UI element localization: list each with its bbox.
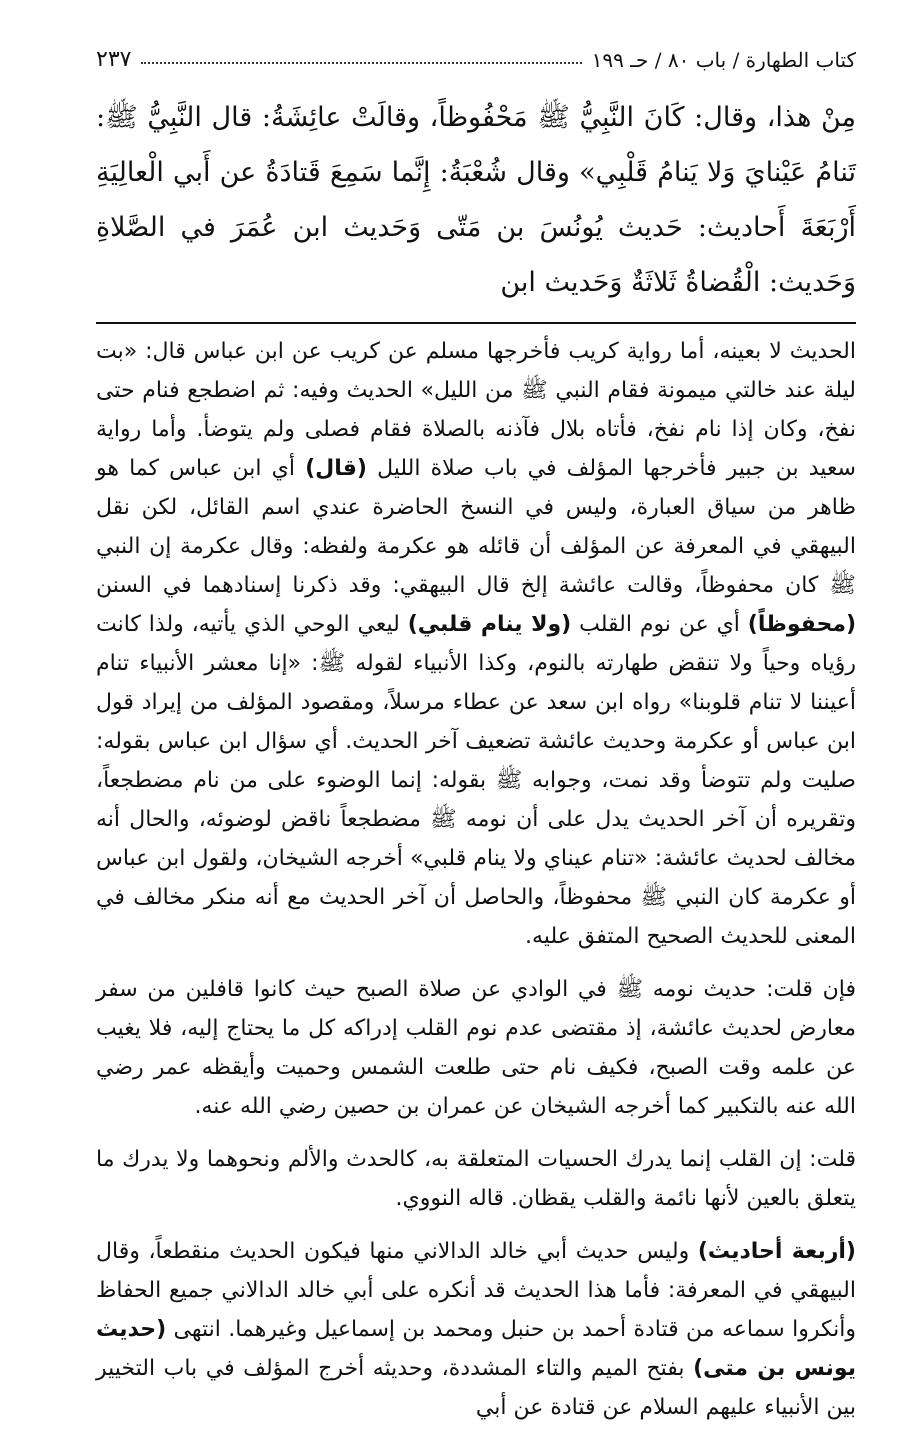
lemma: (محفوظاً): [747, 612, 856, 637]
running-title: كتاب الطهارة / باب ٨٠ / حـ ١٩٩: [591, 48, 856, 72]
commentary-text: بفتح الميم والتاء المشددة، وحديثه أخرج المؤلف في باب التخيير بين الأنبياء عليهم السلام عن قتادة عن أبي: [96, 1356, 856, 1420]
lemma: (ولا ينام قلبي): [407, 612, 572, 637]
section-divider: [96, 322, 856, 324]
commentary-text: أي ابن عباس كما هو ظاهر من سياق العبارة، وليس في النسخ الحاضرة عندي اسم القائل، لكن نقل البيهقي في المعرفة عن المؤلف أن قائله هو عكرمة ولفظه: وقال عكرمة إن النبي ﷺ كان محفوظاً، وقالت عائشة إلخ قال البيهقي: وقد ذكرنا إسنادهما في السنن: [96, 456, 856, 598]
commentary-paragraph-2: فإن قلت: حديث نومه ﷺ في الوادي عن صلاة الصبح حيث كانوا قافلين من سفر معارض لحديث عائشة، إذ مقتضى عدم نوم القلب إدراكه كل ما يحتاج إليه، فلا يغيب عن علمه وقت الصبح، فكيف نام حتى طلعت الشمس وحميت وأيقظه عمر رضي الله عنه بالتكبير كما أخرجه الشيخان عن عمران بن حصين رضي الله عنه.: [96, 977, 856, 1119]
commentary-text: وليس حديث أبي خالد الدالاني منها فيكون الحديث منقطعاً، وقال البيهقي في المعرفة: فأما هذا الحديث قد أنكره على أبي خالد الدالاني جميع الحفاظ وأنكروا سماعه من قتادة أحمد بن حنبل ومحمد بن إسماعيل وغيرهما. انتهى: [96, 1239, 856, 1342]
page-number: ٢٣٧: [96, 47, 132, 72]
dotted-leader: [141, 62, 581, 64]
lemma: (أربعة أحاديث): [697, 1239, 856, 1264]
commentary-text: أي عن نوم القلب: [571, 612, 748, 637]
commentary-text: الحديث لا بعينه، أما رواية كريب فأخرجها مسلم عن كريب عن ابن عباس قال: «بت ليلة عند خالتي ميمونة فقام النبي ﷺ من الليل» الحديث وفيه: ثم اضطجع فنام حتى نفخ، وكان إذا نام نفخ، فأتاه بلال فآذنه بالصلاة فقام فصلى ولم يتوضأ. وأما رواية سعيد بن جبير فأخرجها المؤلف في باب صلاة الليل: [96, 339, 856, 481]
lemma: (قال): [305, 456, 367, 481]
commentary: [96, 332, 856, 1427]
commentary-text: ليعي الوحي الذي يأتيه، ولذا كانت رؤياه وحياً ولا تنقض طهارته بالنوم، وكذا الأنبياء لقوله ﷺ: «إنا معشر الأنبياء تنام أعيننا لا تنام قلوبنا» رواه ابن سعد عن عطاء مرسلاً، ومقصود المؤلف من إيراد قول ابن عباس أو عكرمة وحديث عائشة تضعيف آخر الحديث. أي سؤال ابن عباس بقوله: صليت ولم تتوضأ وقد نمت، وجوابه ﷺ بقوله: إنما الوضوء على من نام مضطجعاً، وتقريره أن آخر الحديث يدل على أن نومه ﷺ مضطجعاً ناقض لوضوئه، والحال أنه مخالف لحديث عائشة: «تنام عيناي ولا ينام قلبي» أخرجه الشيخان، ولقول ابن عباس أو عكرمة كان النبي ﷺ محفوظاً، والحاصل أن آخر الحديث مع أنه منكر مخالف في المعنى للحديث الصحيح المتفق عليه.: [96, 612, 856, 949]
book-page: [96, 28, 856, 1441]
commentary-paragraph-1: [96, 332, 856, 956]
hadith-text: مِنْ هذا، وقال: كَانَ النَّبِيُّ ﷺ مَحْفُوظاً، وقالَتْ عائِشَةُ: قال النَّبِيُّ ﷺ: تَنامُ عَيْنايَ وَلا يَنامُ قَلْبِي» وقال شُعْبَةُ: إِنَّما سَمِعَ قَتادَةُ عن أَبي الْعالِيَةِ أَرْبَعَةَ أَحاديث: حَديث يُونُسَ بن مَتّى وَحَديث ابن عُمَرَ في الصَّلاةِ وَحَديث: الْقُضاةُ ثَلاثَةٌ وَحَديث ابن: [96, 102, 856, 298]
running-header: [96, 28, 856, 72]
commentary-paragraph-4: [96, 1232, 856, 1427]
lemma: (حديث يونس بن متى): [96, 1317, 856, 1381]
commentary-paragraph-3: قلت: إن القلب إنما يدرك الحسيات المتعلقة به، كالحدث والألم ونحوهما ولا يدرك ما يتعلق بالعين لأنها نائمة والقلب يقظان. قاله النووي.: [96, 1147, 856, 1211]
